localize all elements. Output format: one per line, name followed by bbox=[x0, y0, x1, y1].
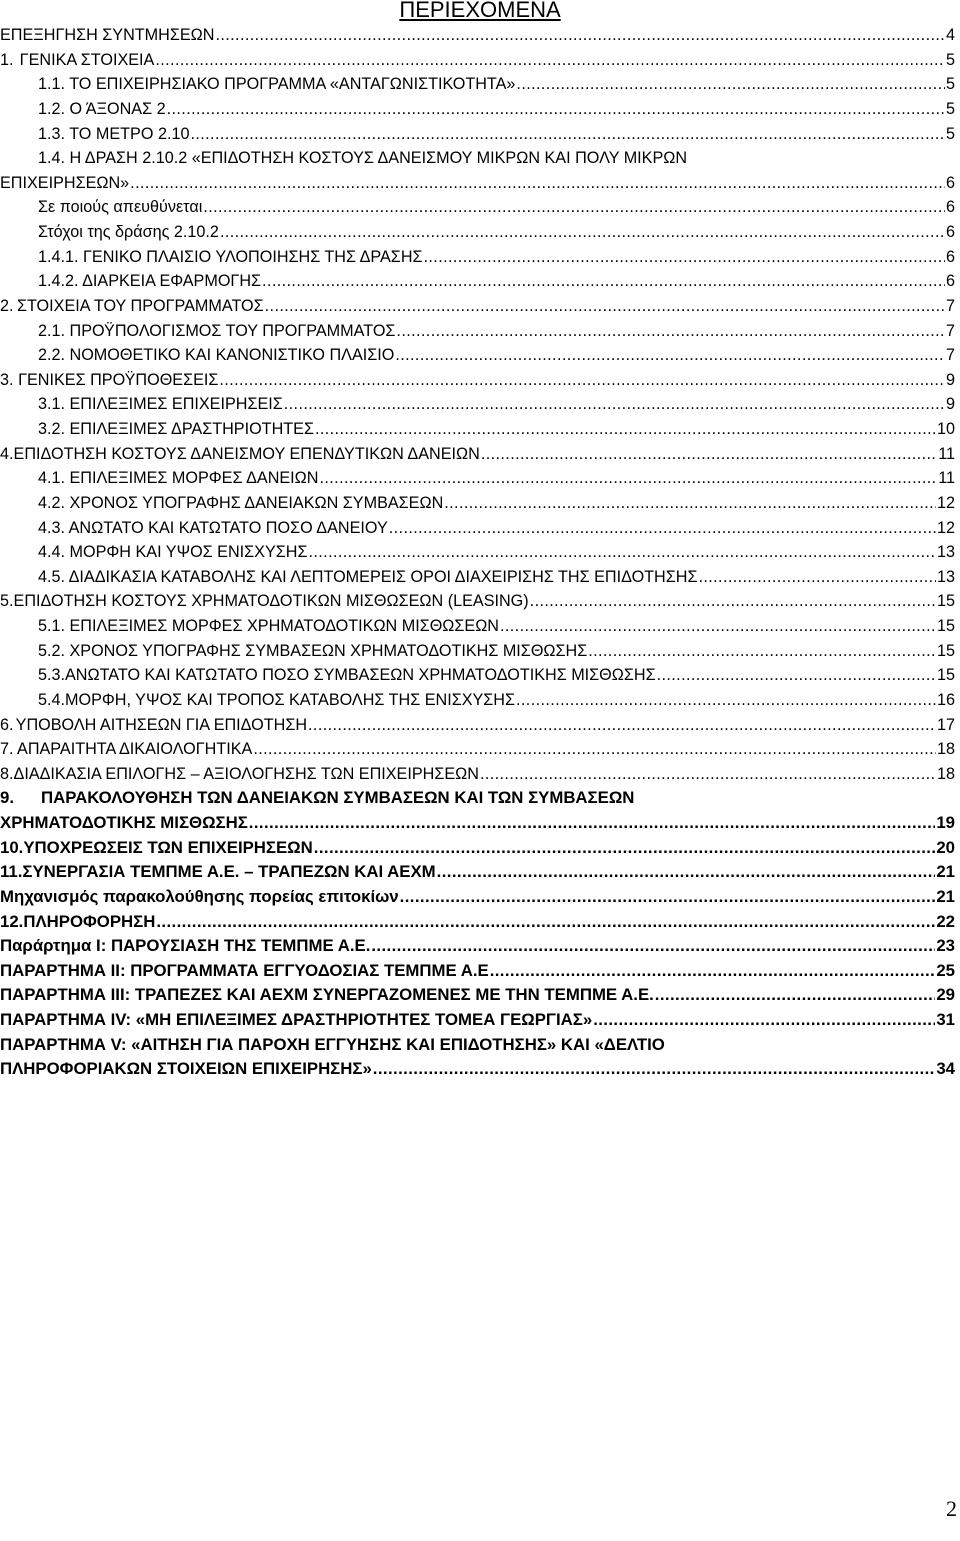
toc-entry[interactable] bbox=[0, 639, 955, 664]
toc-entry-title: Μηχανισμός παρακολούθησης πορείας επιτοκίων bbox=[0, 886, 399, 906]
toc-entry[interactable] bbox=[0, 72, 955, 97]
toc-entry-number: 11. bbox=[0, 862, 23, 882]
dot-leader bbox=[424, 245, 945, 270]
toc-entry-page: 5 bbox=[945, 124, 955, 143]
toc-entry-title: 4.2. ΧΡΟΝΟΣ ΥΠΟΓΡΑΦΗΣ ΔΑΝΕΙΑΚΩΝ ΣΥΜΒΑΣΕΩΝ bbox=[38, 493, 444, 512]
toc-entry[interactable] bbox=[0, 1008, 955, 1033]
toc-entry-number: 1. bbox=[0, 50, 14, 69]
dot-leader bbox=[315, 417, 936, 442]
toc-entry[interactable] bbox=[0, 762, 955, 787]
toc-entry-page: 17 bbox=[936, 715, 955, 734]
toc-entry-title: ΓΕΝΙΚΑ ΣΤΟΙΧΕΙΑ bbox=[19, 50, 155, 69]
toc-entry-title: ΠΑΡΑΡΤΗΜΑ IV: «ΜΗ ΕΠΙΛΕΞΙΜΕΣ ΔΡΑΣΤΗΡΙΟΤΗΤΕΣ ΤΟΜΕΑ ΓΕΩΡΓΙΑΣ» bbox=[0, 1010, 593, 1029]
toc-entry-page: 7 bbox=[945, 321, 955, 340]
toc-entry-title: 5.4.ΜΟΡΦΗ, ΥΨΟΣ ΚΑΙ ΤΡΟΠΟΣ ΚΑΤΑΒΟΛΗΣ ΤΗΣ ΕΝΙΣΧΥΣΗΣ bbox=[38, 690, 516, 709]
toc-entry-title: 4.5. ΔΙΑΔΙΚΑΣΙΑ ΚΑΤΑΒΟΛΗΣ ΚΑΙ ΛΕΠΤΟΜΕΡΕΙΣ ΟΡΟΙ ΔΙΑΧΕΙΡΙΣΗΣ ΤΗΣ ΕΠΙΔΟΤΗΣΗΣ bbox=[38, 567, 698, 586]
toc-entry[interactable] bbox=[0, 195, 955, 220]
dot-leader bbox=[500, 614, 936, 639]
toc-entry-title: 3.1. ΕΠΙΛΕΞΙΜΕΣ ΕΠΙΧΕΙΡΗΣΕΙΣ bbox=[38, 395, 283, 414]
toc-entry-page: 16 bbox=[936, 690, 955, 709]
toc-entry-page: 19 bbox=[936, 813, 955, 832]
toc-entry-title-part1: 1.4. Η ΔΡΑΣΗ 2.10.2 «ΕΠΙΔΟΤΗΣΗ ΚΟΣΤΟΥΣ ΔΑΝΕΙΣΜΟΥ ΜΙΚΡΩΝ ΚΑΙ ΠΟΛΥ ΜΙΚΡΩΝ bbox=[38, 149, 688, 168]
toc-entry-number: 8. bbox=[0, 764, 14, 783]
toc-entry[interactable] bbox=[0, 737, 955, 762]
dot-leader bbox=[389, 516, 936, 541]
toc-entry-page: 7 bbox=[945, 296, 955, 315]
toc-entry-page: 15 bbox=[936, 592, 955, 611]
toc-entry-title: Στόχοι της δράσης 2.10.2 bbox=[38, 223, 219, 241]
toc-entry-page: 21 bbox=[936, 886, 955, 906]
toc-entry[interactable] bbox=[0, 786, 955, 835]
toc-entry[interactable] bbox=[0, 23, 955, 48]
toc-entry[interactable] bbox=[0, 860, 955, 885]
toc-entry-title-line1 bbox=[0, 786, 955, 811]
toc-entry-number: 7. bbox=[0, 740, 14, 759]
dot-leader bbox=[480, 762, 936, 787]
toc-entry-title: 2.2. ΝΟΜΟΘΕΤΙΚΟ ΚΑΙ ΚΑΝΟΝΙΣΤΙΚΟ ΠΛΑΙΣΙΟ bbox=[38, 346, 395, 365]
page-title: ΠΕΡΙΕΧΟΜΕΝΑ bbox=[399, 0, 561, 22]
toc-entry-page: 13 bbox=[936, 567, 955, 586]
toc-entry-page: 12 bbox=[936, 493, 955, 512]
toc-entry-number: 5. bbox=[0, 592, 14, 611]
dot-leader bbox=[220, 220, 945, 245]
toc-entry-number: 9. bbox=[0, 788, 14, 808]
toc-entry-page: 31 bbox=[936, 1010, 955, 1029]
dot-leader bbox=[371, 934, 935, 959]
toc-entry-title: Σε ποιούς απευθύνεται bbox=[38, 198, 203, 217]
toc-entry-page: 6 bbox=[945, 272, 955, 291]
dot-leader bbox=[396, 319, 945, 344]
dot-leader bbox=[308, 540, 936, 565]
toc-entry-title: Παράρτημα Ι: ΠΑΡΟΥΣΙΑΣΗ ΤΗΣ ΤΕΜΠΜΕ Α.Ε. bbox=[0, 936, 371, 956]
dot-leader bbox=[516, 72, 945, 97]
toc-entry-number: 3. bbox=[0, 370, 14, 389]
toc-entry-number: 12. bbox=[0, 911, 24, 931]
toc-entry[interactable] bbox=[0, 491, 955, 516]
dot-leader bbox=[400, 885, 936, 910]
toc-entry-page: 9 bbox=[945, 395, 955, 414]
toc-entry-title: ΠΛΗΡΟΦΟΡΙΑΚΩΝ ΣΤΟΙΧΕΙΩΝ ΕΠΙΧΕΙΡΗΣΗΣ» bbox=[0, 1059, 372, 1079]
toc-entry-title: 4.1. ΕΠΙΛΕΞΙΜΕΣ ΜΟΡΦΕΣ ΔΑΝΕΙΩΝ bbox=[38, 469, 319, 488]
toc-entry-page: 21 bbox=[936, 862, 955, 882]
toc-entry-page: 5 bbox=[945, 75, 955, 94]
toc-entry-title: ΕΠΕΞΗΓΗΣΗ ΣΥΝΤΜΗΣΕΩΝ bbox=[0, 26, 215, 44]
dot-leader bbox=[444, 491, 936, 516]
dot-leader bbox=[203, 195, 945, 220]
toc-entry-page: 13 bbox=[936, 543, 955, 562]
toc-entry[interactable] bbox=[0, 589, 955, 614]
toc-entry-page: 5 bbox=[945, 50, 955, 69]
toc-entry-number: 2. bbox=[0, 296, 14, 315]
toc-entry[interactable] bbox=[0, 466, 955, 491]
dot-leader bbox=[516, 688, 936, 713]
toc-entry-page: 20 bbox=[936, 837, 955, 857]
toc-entry-page: 15 bbox=[936, 666, 955, 685]
toc-entry-page: 11 bbox=[938, 444, 955, 463]
toc-entry-page: 12 bbox=[936, 518, 955, 537]
toc-entry[interactable] bbox=[0, 269, 955, 294]
toc-entry-title: 1.4.1. ΓΕΝΙΚΟ ΠΛΑΙΣΙΟ ΥΛΟΠΟΙΗΣΗΣ ΤΗΣ ΔΡΑΣΗΣ bbox=[38, 247, 423, 266]
dot-leader bbox=[698, 565, 936, 590]
table-of-contents bbox=[0, 23, 960, 1082]
toc-entry-page: 15 bbox=[936, 617, 955, 635]
toc-entry[interactable] bbox=[0, 245, 955, 270]
toc-entry-title: ΠΛΗΡΟΦΟΡΗΣΗ bbox=[23, 911, 156, 931]
dot-leader bbox=[219, 368, 945, 393]
toc-entry-page: 23 bbox=[936, 936, 955, 956]
toc-entry-title: 2.1. ΠΡΟΫΠΟΛΟΓΙΣΜΟΣ ΤΟΥ ΠΡΟΓΡΑΜΜΑΤΟΣ bbox=[38, 321, 396, 340]
page-number: 2 bbox=[946, 1496, 957, 1521]
toc-entry[interactable] bbox=[0, 319, 955, 344]
toc-entry-title: 4.4. ΜΟΡΦΗ ΚΑΙ ΥΨΟΣ ΕΝΙΣΧΥΣΗΣ bbox=[38, 543, 308, 562]
toc-entry-number: 10. bbox=[0, 837, 24, 857]
toc-entry-page: 29 bbox=[936, 985, 955, 1005]
toc-entry-title: ΔΙΑΔΙΚΑΣΙΑ ΕΠΙΛΟΓΗΣ – ΑΞΙΟΛΟΓΗΣΗΣ ΤΩΝ ΕΠΙΧΕΙΡΗΣΕΩΝ bbox=[13, 764, 479, 783]
dot-leader bbox=[593, 1008, 935, 1033]
toc-entry[interactable] bbox=[0, 1033, 955, 1082]
toc-entry-title: ΣΤΟΙΧΕΙΑ ΤΟΥ ΠΡΟΓΡΑΜΜΑΤΟΣ bbox=[16, 296, 264, 315]
toc-entry-title: ΑΠΑΡΑΙΤΗΤΑ ΔΙΚΑΙΟΛΟΓΗΤΙΚΑ bbox=[17, 740, 253, 759]
dot-leader bbox=[265, 294, 945, 319]
toc-entry[interactable] bbox=[0, 516, 955, 541]
toc-entry[interactable] bbox=[0, 368, 955, 393]
toc-entry-page: 18 bbox=[936, 764, 955, 783]
toc-entry[interactable] bbox=[0, 983, 955, 1008]
toc-entry[interactable] bbox=[0, 713, 955, 738]
toc-entry-page: 34 bbox=[936, 1059, 955, 1079]
toc-entry[interactable] bbox=[0, 294, 955, 319]
toc-entry-title-part1: ΠΑΡΑΚΟΛΟΥΘΗΣΗ ΤΩΝ ΔΑΝΕΙΑΚΩΝ ΣΥΜΒΑΣΕΩΝ ΚΑΙ ΤΩΝ ΣΥΜΒΑΣΕΩΝ bbox=[41, 788, 635, 808]
toc-entry-page: 6 bbox=[945, 223, 955, 241]
toc-entry[interactable] bbox=[0, 565, 955, 590]
toc-entry-title-line1 bbox=[0, 146, 955, 171]
toc-entry-page: 18 bbox=[936, 740, 955, 759]
toc-entry-page: 22 bbox=[936, 911, 955, 931]
toc-entry-page: 6 bbox=[945, 173, 955, 192]
toc-entry[interactable] bbox=[0, 663, 955, 688]
toc-entry-title: ΓΕΝΙΚΕΣ ΠΡΟΫΠΟΘΕΣΕΙΣ bbox=[18, 370, 219, 389]
toc-entry-title: ΕΠΙΔΟΤΗΣΗ ΚΟΣΤΟΥΣ ΔΑΝΕΙΣΜΟΥ ΕΠΕΝΔΥΤΙΚΩΝ ΔΑΝΕΙΩΝ bbox=[13, 444, 480, 463]
toc-entry-page: 4 bbox=[945, 26, 955, 44]
toc-entry[interactable] bbox=[0, 959, 955, 984]
toc-entry-page: 25 bbox=[936, 960, 955, 980]
dot-leader bbox=[190, 122, 945, 147]
toc-entry-page: 15 bbox=[936, 641, 955, 660]
toc-entry-title: ΠΑΡΑΡΤΗΜΑ ΙΙ: ΠΡΟΓΡΑΜΜΑΤΑ ΕΓΓΥΟΔΟΣΙΑΣ ΤΕΜΠΜΕ Α.Ε bbox=[0, 960, 489, 980]
dot-leader bbox=[215, 23, 945, 48]
dot-leader bbox=[262, 269, 945, 294]
toc-entry-title: 5.1. ΕΠΙΛΕΞΙΜΕΣ ΜΟΡΦΕΣ ΧΡΗΜΑΤΟΔΟΤΙΚΩΝ ΜΙΣΘΩΣΕΩΝ bbox=[38, 617, 500, 635]
toc-entry[interactable] bbox=[0, 417, 955, 442]
toc-entry[interactable] bbox=[0, 614, 955, 639]
dot-leader bbox=[481, 442, 937, 467]
toc-entry-page: 9 bbox=[945, 370, 955, 389]
toc-entry[interactable] bbox=[0, 540, 955, 565]
toc-entry-title: 1.2. Ο ΆΞΟΝΑΣ 2 bbox=[38, 99, 166, 118]
toc-entry-title: ΠΑΡΑΡΤΗΜΑ ΙΙΙ: ΤΡΑΠΕΖΕΣ ΚΑΙ ΑΕΧΜ ΣΥΝΕΡΓΑΖΟΜΕΝΕΣ ΜΕ ΤΗΝ ΤΕΜΠΜΕ Α.Ε. bbox=[0, 985, 654, 1005]
toc-entry[interactable] bbox=[0, 343, 955, 368]
dot-leader bbox=[253, 737, 936, 762]
dot-leader bbox=[655, 983, 936, 1008]
dot-leader bbox=[657, 663, 936, 688]
toc-entry-title: 5.2. ΧΡΟΝΟΣ ΥΠΟΓΡΑΦΗΣ ΣΥΜΒΑΣΕΩΝ ΧΡΗΜΑΤΟΔΟΤΙΚΗΣ ΜΙΣΘΩΣΗΣ bbox=[38, 641, 588, 660]
toc-entry-title: ΥΠΟΒΟΛΗ ΑΙΤΗΣΕΩΝ ΓΙΑ ΕΠΙΔΟΤΗΣΗ bbox=[15, 715, 308, 734]
toc-entry-title: 5.3.ΑΝΩΤΑΤΟ ΚΑΙ ΚΑΤΩΤΑΤΟ ΠΟΣΟ ΣΥΜΒΑΣΕΩΝ ΧΡΗΜΑΤΟΔΟΤΙΚΗΣ ΜΙΣΘΩΣΗΣ bbox=[38, 666, 656, 685]
toc-entry-page: 7 bbox=[945, 346, 955, 365]
toc-entry[interactable] bbox=[0, 146, 955, 195]
toc-entry[interactable] bbox=[0, 220, 955, 245]
toc-entry[interactable] bbox=[0, 688, 955, 713]
toc-entry-page: 5 bbox=[945, 99, 955, 118]
toc-entry-page: 11 bbox=[938, 469, 955, 488]
toc-entry-page: 6 bbox=[945, 198, 955, 217]
toc-entry-title: 3.2. ΕΠΙΛΕΞΙΜΕΣ ΔΡΑΣΤΗΡΙΟΤΗΤΕΣ bbox=[38, 420, 314, 438]
toc-entry-number: 6. bbox=[0, 715, 14, 734]
toc-entry-title: 1.4.2. ΔΙΑΡΚΕΙΑ ΕΦΑΡΜΟΓΗΣ bbox=[38, 272, 262, 291]
dot-leader bbox=[314, 836, 936, 861]
toc-entry[interactable] bbox=[0, 885, 955, 910]
toc-entry-title: ΕΠΙΔΟΤΗΣΗ ΚΟΣΤΟΥΣ ΧΡΗΜΑΤΟΔΟΤΙΚΩΝ ΜΙΣΘΩΣΕΩΝ (LEASING) bbox=[13, 592, 529, 611]
toc-entry-title: ΕΠΙΧΕΙΡΗΣΕΩΝ» bbox=[0, 173, 130, 192]
dot-leader bbox=[156, 910, 935, 935]
dot-leader bbox=[530, 589, 936, 614]
toc-entry[interactable] bbox=[0, 48, 955, 73]
dot-leader bbox=[319, 466, 937, 491]
toc-entry-title-line1 bbox=[0, 1033, 955, 1058]
dot-leader bbox=[437, 860, 936, 885]
dot-leader bbox=[490, 959, 936, 984]
toc-entry-title: ΣΥΝΕΡΓΑΣΙΑ ΤΕΜΠΜΕ Α.Ε. – ΤΡΑΠΕΖΩΝ ΚΑΙ ΑΕΧΜ bbox=[22, 862, 436, 882]
toc-entry-title: 1.3. ΤΟ ΜΕΤΡΟ 2.10 bbox=[38, 124, 190, 143]
toc-entry[interactable] bbox=[0, 442, 955, 467]
toc-entry-page: 10 bbox=[936, 420, 955, 438]
toc-entry-page: 6 bbox=[945, 247, 955, 266]
toc-entry-title: ΥΠΟΧΡΕΩΣΕΙΣ ΤΩΝ ΕΠΙΧΕΙΡΗΣΕΩΝ bbox=[23, 837, 313, 857]
dot-leader bbox=[395, 343, 945, 368]
toc-entry[interactable] bbox=[0, 934, 955, 959]
dot-leader bbox=[373, 1057, 936, 1082]
toc-entry-number: 4. bbox=[0, 444, 14, 463]
toc-entry-title: ΧΡΗΜΑΤΟΔΟΤΙΚΗΣ ΜΙΣΘΩΣΗΣ bbox=[0, 813, 248, 832]
toc-entry[interactable] bbox=[0, 910, 955, 935]
toc-entry-title: 1.1. ΤΟ ΕΠΙΧΕΙΡΗΣΙΑΚΟ ΠΡΟΓΡΑΜΜΑ «ΑΝΤΑΓΩΝΙΣΤΙΚΟΤΗΤΑ» bbox=[38, 75, 516, 94]
toc-entry[interactable] bbox=[0, 122, 955, 147]
toc-entry[interactable] bbox=[0, 836, 955, 861]
dot-leader bbox=[130, 171, 945, 196]
dot-leader bbox=[308, 713, 936, 738]
toc-entry[interactable] bbox=[0, 392, 955, 417]
dot-leader bbox=[284, 392, 945, 417]
toc-entry[interactable] bbox=[0, 97, 955, 122]
dot-leader bbox=[155, 48, 945, 73]
toc-entry-title: 4.3. ΑΝΩΤΑΤΟ ΚΑΙ ΚΑΤΩΤΑΤΟ ΠΟΣΟ ΔΑΝΕΙΟΥ bbox=[38, 518, 388, 537]
dot-leader bbox=[588, 639, 936, 664]
dot-leader bbox=[167, 97, 945, 122]
dot-leader bbox=[249, 811, 936, 836]
toc-entry-title-part1: ΠΑΡΑΡΤΗΜΑ V: «ΑΙΤΗΣΗ ΓΙΑ ΠΑΡΟΧΗ ΕΓΓΥΗΣΗΣ ΚΑΙ ΕΠΙΔΟΤΗΣΗΣ» ΚΑΙ «ΔΕΛΤΙΟ bbox=[0, 1034, 665, 1054]
